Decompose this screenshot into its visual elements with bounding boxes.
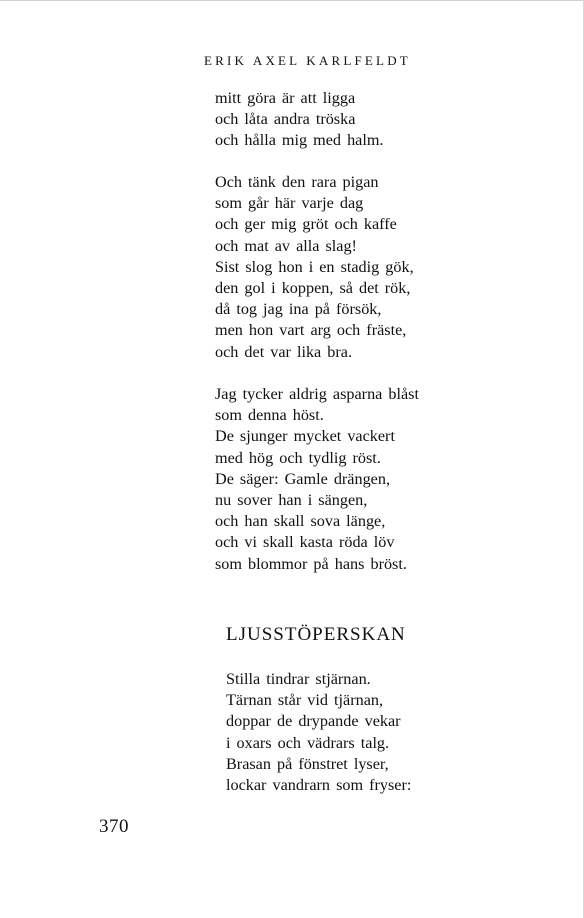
poem-line: Jag tycker aldrig asparna blåst: [215, 385, 419, 403]
stanza-3: [215, 384, 419, 575]
poem-line: mitt göra är att ligga: [215, 89, 356, 107]
page-top-edge: [0, 0, 584, 1]
poem-line: som blommor på hans bröst.: [215, 554, 407, 573]
poem-line: och han skall sova länge,: [215, 512, 386, 531]
running-head: ERIK AXEL KARLFELDT: [204, 53, 411, 68]
poem-line: i oxars och vädrars talg.: [226, 733, 390, 752]
poem-line: doppar de drypande vekar: [226, 712, 401, 731]
poem-line: De sjunger mycket vackert: [215, 427, 395, 446]
poem-line: och det var lika bra.: [215, 342, 352, 361]
poem-line: nu sover han i sängen,: [215, 490, 368, 509]
stanza-ljusstoperskan: [226, 669, 411, 796]
poem-line: som denna höst.: [215, 406, 324, 425]
poem-line: Brasan på fönstret lyser,: [226, 754, 389, 773]
poem-title: LJUSSTÖPERSKAN: [226, 624, 406, 645]
poem-line: lockar vandrarn som fryser:: [226, 775, 412, 794]
poem-line: då tog jag ina på försök,: [215, 300, 382, 319]
poem-line: och ger mig gröt och kaffe: [215, 215, 397, 234]
poem-line: och låta andra tröska: [215, 110, 356, 129]
poem-line: men hon vart arg och fräste,: [215, 321, 407, 340]
poem-line: och mat av alla slag!: [215, 236, 357, 255]
poem-line: som går här varje dag: [215, 194, 364, 213]
poem-line: och hålla mig med halm.: [215, 131, 384, 150]
poem-line: Och tänk den rara pigan: [215, 173, 379, 191]
poem-line: och vi skall kasta röda löv: [215, 533, 395, 552]
poem-line: Sist slog hon i en stadig gök,: [215, 257, 414, 276]
stanza-1: [215, 88, 383, 152]
poem-line: med hög och tydlig röst.: [215, 448, 381, 467]
poem-line: Tärnan står vid tjärnan,: [226, 691, 384, 710]
poem-line: De säger: Gamle drängen,: [215, 469, 390, 488]
stanza-2: [215, 172, 414, 363]
page-number: 370: [99, 816, 129, 837]
poem-line: den gol i koppen, så det rök,: [215, 278, 411, 297]
poem-line: Stilla tindrar stjärnan.: [226, 670, 371, 688]
